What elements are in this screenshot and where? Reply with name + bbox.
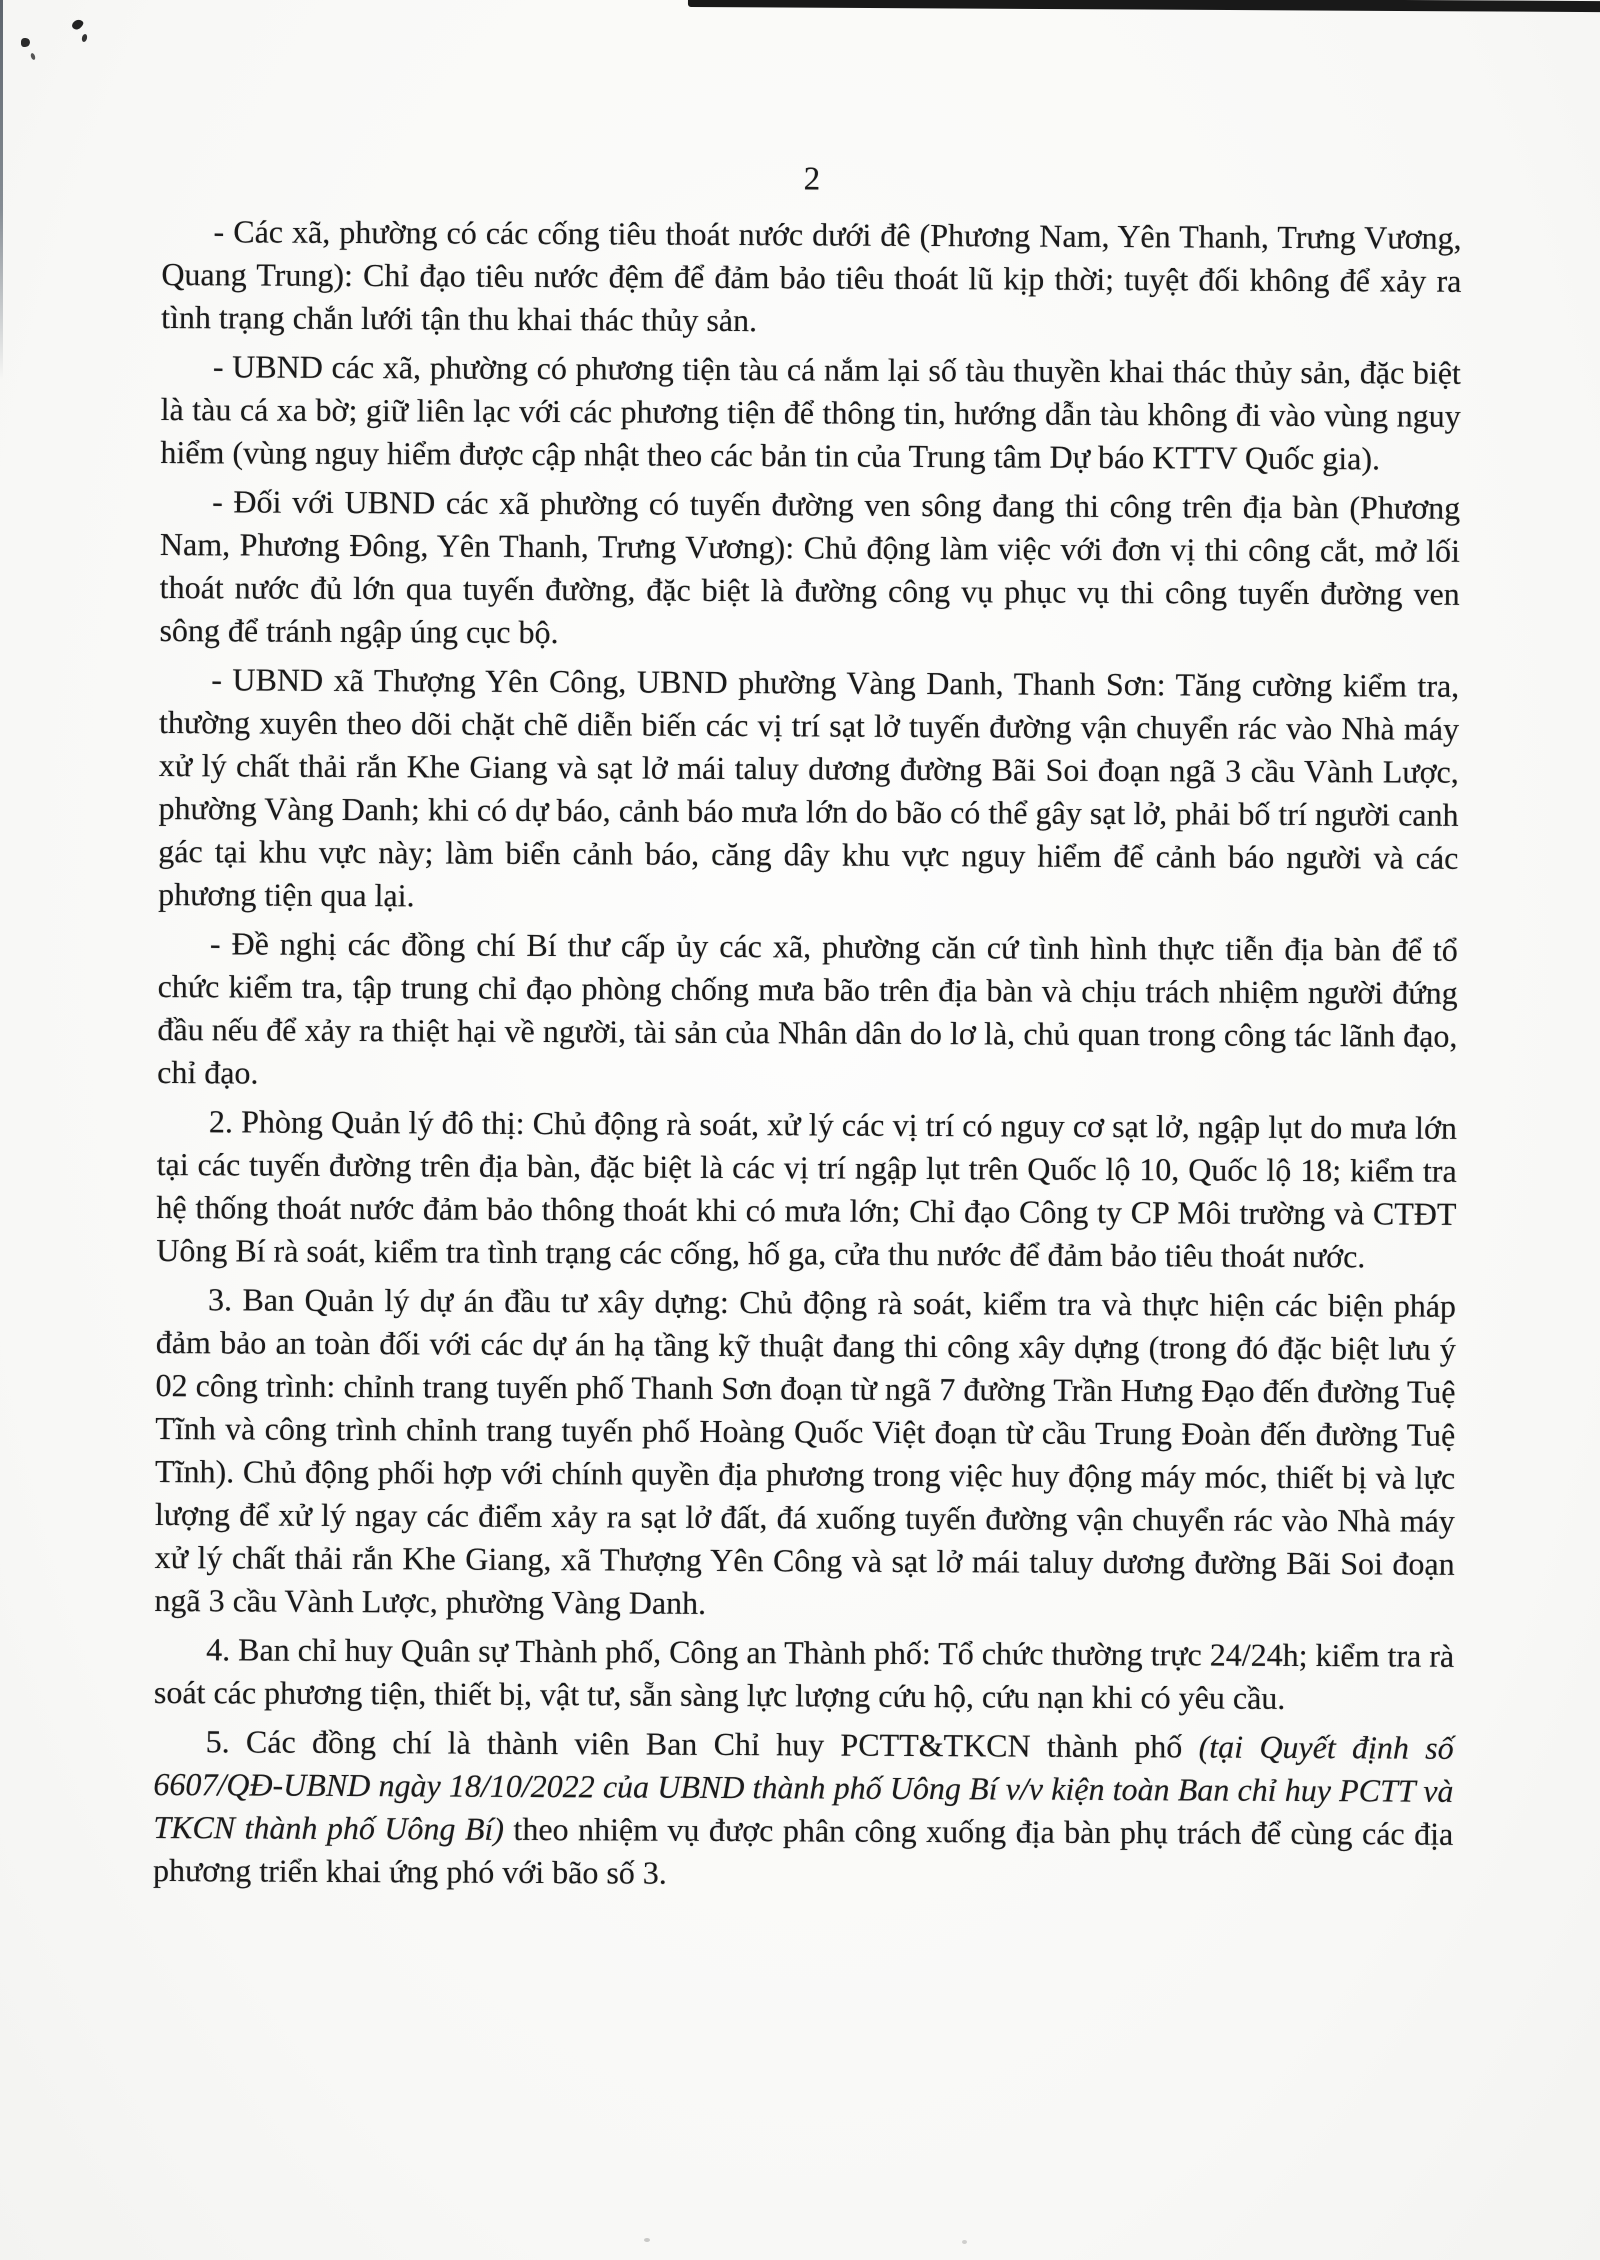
scan-edge-line: [0, 0, 3, 380]
paragraph-dash-cong-tieu-thoat: - Các xã, phường có các cống tiêu thoát nước dưới đê (Phương Nam, Yên Thanh, Trưng Vương, Quang Trung): Chỉ đạo tiêu nước đệm để đảm bảo tiêu thoát lũ kịp thời; tuyệt đối không để xảy ra tình trạng chắn lưới tận thu khai thác thủy sản.: [161, 213, 1462, 339]
ink-speck: [644, 2238, 650, 2242]
paragraph-dash-thuong-yen-cong: - UBND xã Thượng Yên Công, UBND phường Vàng Danh, Thanh Sơn: Tăng cường kiểm tra, thường xuyên theo dõi chặt chẽ diễn biến các vị trí sạt lở tuyến đường vận chuyển rác vào Nhà máy xử lý chất thải rắn Khe Giang và sạt lở mái taluy dương đường Bãi Soi đoạn ngã 3 cầu Vành Lược, phường Vàng Danh; khi có dự báo, cảnh báo mưa lớn do bão có thể gây sạt lở, phải bố trí người canh gác tại khu vực này; làm biển cảnh báo, căng dây khu vực nguy hiểm để cảnh báo người và các phương tiện qua lại.: [158, 661, 1460, 914]
page-number: 2: [803, 161, 821, 198]
paragraph-text-lead: 5. Các đồng chí là thành viên Ban Chỉ huy PCTT&TKCN thành phố: [205, 1723, 1199, 1765]
paragraph-item-2-phong-quan-ly-do-thi: 2. Phòng Quản lý đô thị: Chủ động rà soát, xử lý các vị trí có nguy cơ sạt lở, ngập lụt do mưa lớn tại các tuyến đường trên địa bàn, đặc biệt là các vị trí ngập lụt trên Quốc lộ 10, Quốc lộ 18; kiểm tra hệ thống thoát nước đảm bảo thông thoát khi có mưa lớn; Chỉ đạo Công ty CP Môi trường và CTĐT Uông Bí rà soát, kiểm tra tình trạng các cống, hố ga, cửa thu nước để đảm bảo tiêu thoát nước.: [156, 1103, 1458, 1275]
paragraph-italic-citation: (tại Quyết định số 6607/QĐ-UBND ngày 18/10/2022 của UBND thành phố Uông Bí v/v kiện toàn Ban chỉ huy PCTT và TKCN thành phố Uông Bí): [153, 1728, 1454, 1847]
paragraph-dash-duong-ven-song: - Đối với UBND các xã phường có tuyến đường ven sông đang thi công trên địa bàn (Phương Nam, Phương Đông, Yên Thanh, Trưng Vương): Chủ động làm việc với đơn vị thi công cắt, mở lối thoát nước đủ lớn qua tuyến đường, đặc biệt là đường công vụ phục vụ thi công tuyến đường ven sông để tránh ngập úng cục bộ.: [159, 483, 1461, 651]
paragraph-item-5-thanh-vien-pctt: [153, 1720, 1454, 1899]
ink-speck: [81, 33, 88, 42]
paragraph-item-4-quan-su-cong-an: 4. Ban chỉ huy Quân sự Thành phố, Công an Thành phố: Tổ chức thường trực 24/24h; kiểm tra rà soát các phương tiện, thiết bị, vật tư, sẵn sàng lực lượng cứu hộ, cứu nạn khi có yêu cầu.: [153, 1631, 1455, 1716]
paragraph-item-3-ban-quan-ly-du-an: 3. Ban Quản lý dự án đầu tư xây dựng: Chủ động rà soát, kiểm tra và thực hiện các biện pháp đảm bảo an toàn đối với các dự án hạ tầng kỹ thuật đang thi công xây dựng (trong đó đặc biệt lưu ý 02 công trình: chỉnh trang tuyến phố Thanh Sơn đoạn từ ngã 7 đường Trần Hưng Đạo đến đường Tuệ Tĩnh và công trình chỉnh trang tuyến phố Hoàng Quốc Việt đoạn từ cầu Trung Đoàn đến đường Tuệ Tĩnh). Chủ động phối hợp với chính quyền địa phương trong việc huy động máy móc, thiết bị và lực lượng để xử lý ngay các điểm xảy ra sạt lở đất, đá xuống tuyến đường vận chuyển rác vào Nhà máy xử lý chất thải rắn Khe Giang, xã Thượng Yên Công và sạt lở mái taluy dương đường Bãi Soi đoạn ngã 3 cầu Vành Lược, phường Vàng Danh.: [154, 1281, 1457, 1621]
ink-speck: [30, 53, 36, 61]
ink-speck: [21, 38, 30, 47]
document-body: [153, 155, 1462, 1899]
ink-speck: [71, 17, 85, 31]
paragraph-dash-ubnd-tau-ca: - UBND các xã, phường có phương tiện tàu cá nắm lại số tàu thuyền khai thác thủy sản, đặc biệt là tàu cá xa bờ; giữ liên lạc với các phương tiện để thông tin, hướng dẫn tàu không đi vào vùng nguy hiểm (vùng nguy hiểm được cập nhật theo các bản tin của Trung tâm Dự báo KTTV Quốc gia).: [160, 348, 1461, 477]
scan-edge-band: [688, 0, 1600, 12]
paragraph-dash-de-nghi-bi-thu: - Đề nghị các đồng chí Bí thư cấp ủy các xã, phường căn cứ tình hình thực tiễn địa bàn để tổ chức kiểm tra, tập trung chỉ đạo phòng chống mưa bão trên địa bàn và chịu trách nhiệm người đứng đầu nếu để xảy ra thiệt hại về người, tài sản của Nhân dân do lơ là, chủ quan trong công tác lãnh đạo, chỉ đạo.: [157, 925, 1458, 1091]
ink-speck: [962, 2240, 967, 2244]
paragraph-text-tail: theo nhiệm vụ được phân công xuống địa bàn phụ trách để cùng các địa phương triển khai ứng phó với bão số 3.: [152, 1810, 1454, 1891]
